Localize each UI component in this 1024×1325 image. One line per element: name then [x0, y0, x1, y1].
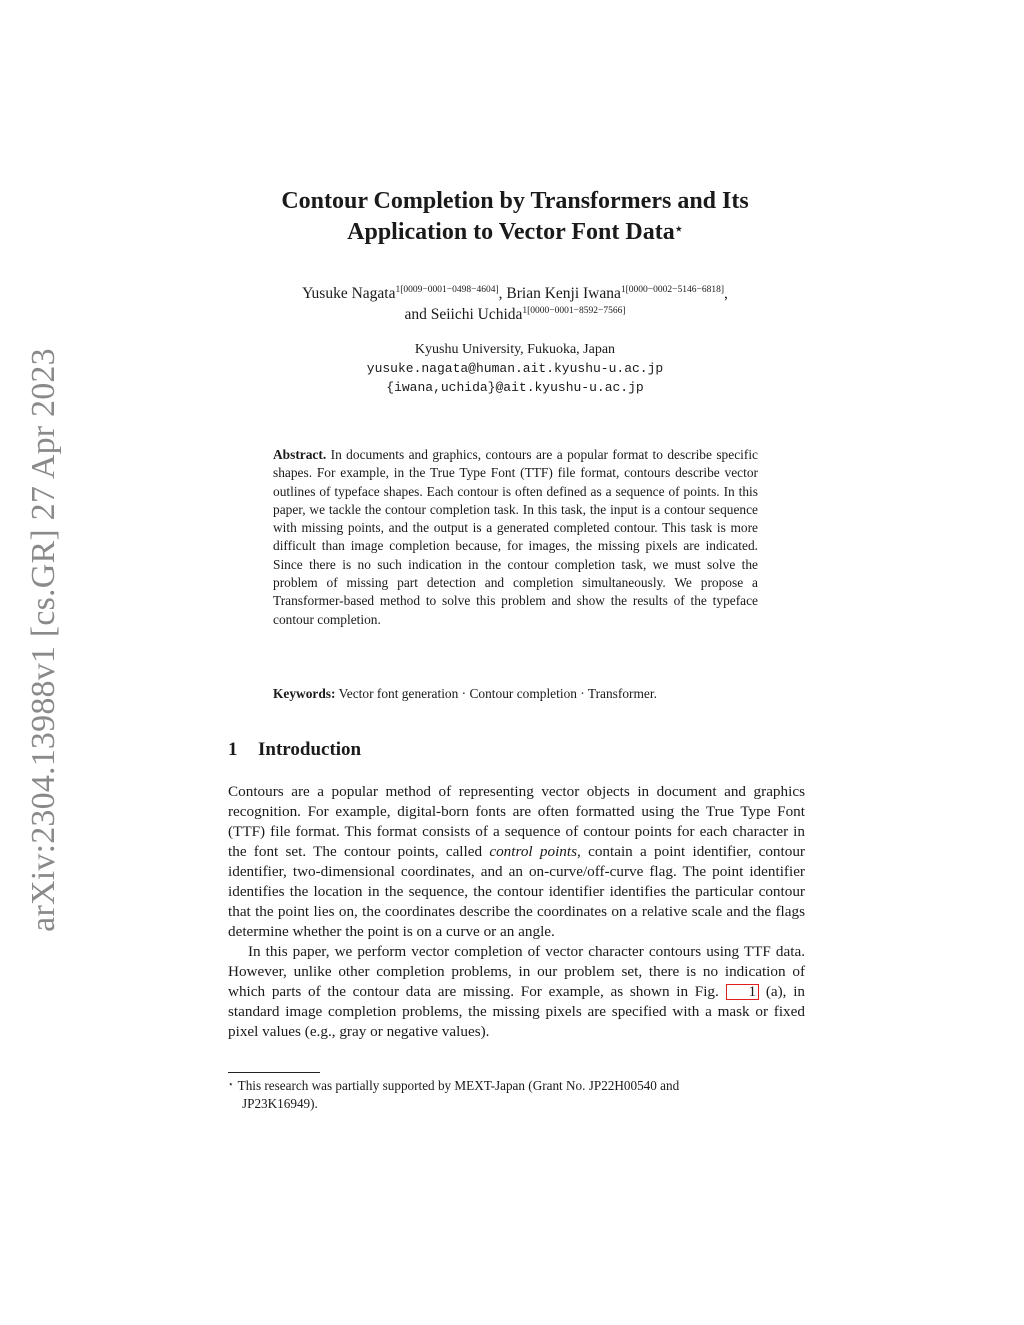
author-name: Brian Kenji Iwana [506, 285, 621, 302]
abstract-text: In documents and graphics, contours are a popular format to describe specific shapes. For example, in the True Type Font (TTF) file format, contours describe vector outlines of typeface shapes. Each contour is often defined as a sequence of points. In this paper, we tackle the contour completion task. In this task, the input is a contour sequence with missing points, and the output is a generated completed contour. This task is more difficult than image completion because, for images, the missing pixels are indicated. Since there is no such indication in the contour completion task, we must solve the problem of missing part detection and completion simultaneously. We propose a Transformer-based method to solve this problem and show the results of the typeface contour completion. [273, 447, 758, 627]
title-line-2: Application to Vector Font Data⋆ [347, 219, 683, 245]
email-1: yusuke.nagata@human.ait.kyushu-u.ac.jp [366, 361, 664, 376]
footnote-rule [228, 1072, 320, 1073]
italic-term: control points [489, 843, 578, 860]
section-number: 1 [228, 739, 238, 760]
footnote-mark: ⋆ [228, 1079, 234, 1089]
author-name: Yusuke Nagata [302, 285, 396, 302]
paragraph: In this paper, we perform vector completion of vector character contours using TTF data. However, unlike other completion problems, in our problem set, there is no indication of which parts of the contour data are missing. For example, as shown in Fig. 1 (a), in standard image completion problems, the missing pixels are specified with a mask or fixed pixel values (e.g., gray or negative values). [228, 943, 806, 1040]
body-text [228, 782, 805, 1042]
keywords-text: Vector font generation · Contour completion · Transformer. [338, 686, 657, 701]
footnote [228, 1077, 805, 1113]
section-title: Introduction [258, 739, 362, 760]
author-list [180, 283, 850, 325]
abstract [273, 446, 758, 629]
keywords-label: Keywords: [273, 686, 336, 701]
arxiv-side-stamp: arXiv:2304.13988v1 [cs.GR] 27 Apr 2023 [25, 348, 62, 932]
author-name: Seiichi Uchida [430, 306, 523, 323]
figure-reference-link[interactable]: 1 [726, 984, 760, 1000]
footnote-line-1: ⋆ This research was partially supported by MEXT-Japan (Grant No. JP22H00540 and [228, 1078, 680, 1093]
institution: Kyushu University, Fukuoka, Japan [414, 342, 616, 357]
author-orcid: 1[0009−0001−0498−4604] [395, 285, 499, 295]
author-line-1: Yusuke Nagata$^{1[0009-0001-0498-4604]}$, Brian Kenji Iwana$^{1[0000-0002-5146-6818]}$, [302, 285, 728, 302]
abstract-label: Abstract. [273, 447, 327, 462]
author-orcid: 1[0000−0002−5146−6818] [620, 285, 725, 295]
title-footnote-mark: ⋆ [674, 221, 683, 236]
title-line-1: Contour Completion by Transformers and Its [281, 188, 749, 214]
section-heading [228, 738, 361, 762]
paragraph: Contours are a popular method of representing vector objects in document and graphics recognition. For example, digital-born fonts are often formatted using the True Type Font (TTF) file format. This format consists of a sequence of contour points for each character in the font set. The contour points, called control points, contain a point identifier, contour identifier, two-dimensional coordinates, and an on-curve/off-curve flag. The point identifier identifies the location in the sequence, the contour identifier identifies the particular contour that the point lies on, the coordinates describe the coordinates on a relative scale and the flags determine whether the point is on a curve or an angle. [228, 783, 805, 940]
footnote-line-2: JP23K16949). [242, 1096, 318, 1111]
affiliation-block [280, 340, 750, 397]
author-line-2: and Seiichi Uchida$^{1[0000-0001-8592-7566]}$ [404, 306, 626, 323]
paper-title [200, 186, 830, 248]
keywords [273, 685, 758, 703]
email-2: {iwana,uchida}@ait.kyushu-u.ac.jp [386, 380, 644, 395]
author-orcid: 1[0000−0001−8592−7566] [522, 306, 626, 316]
